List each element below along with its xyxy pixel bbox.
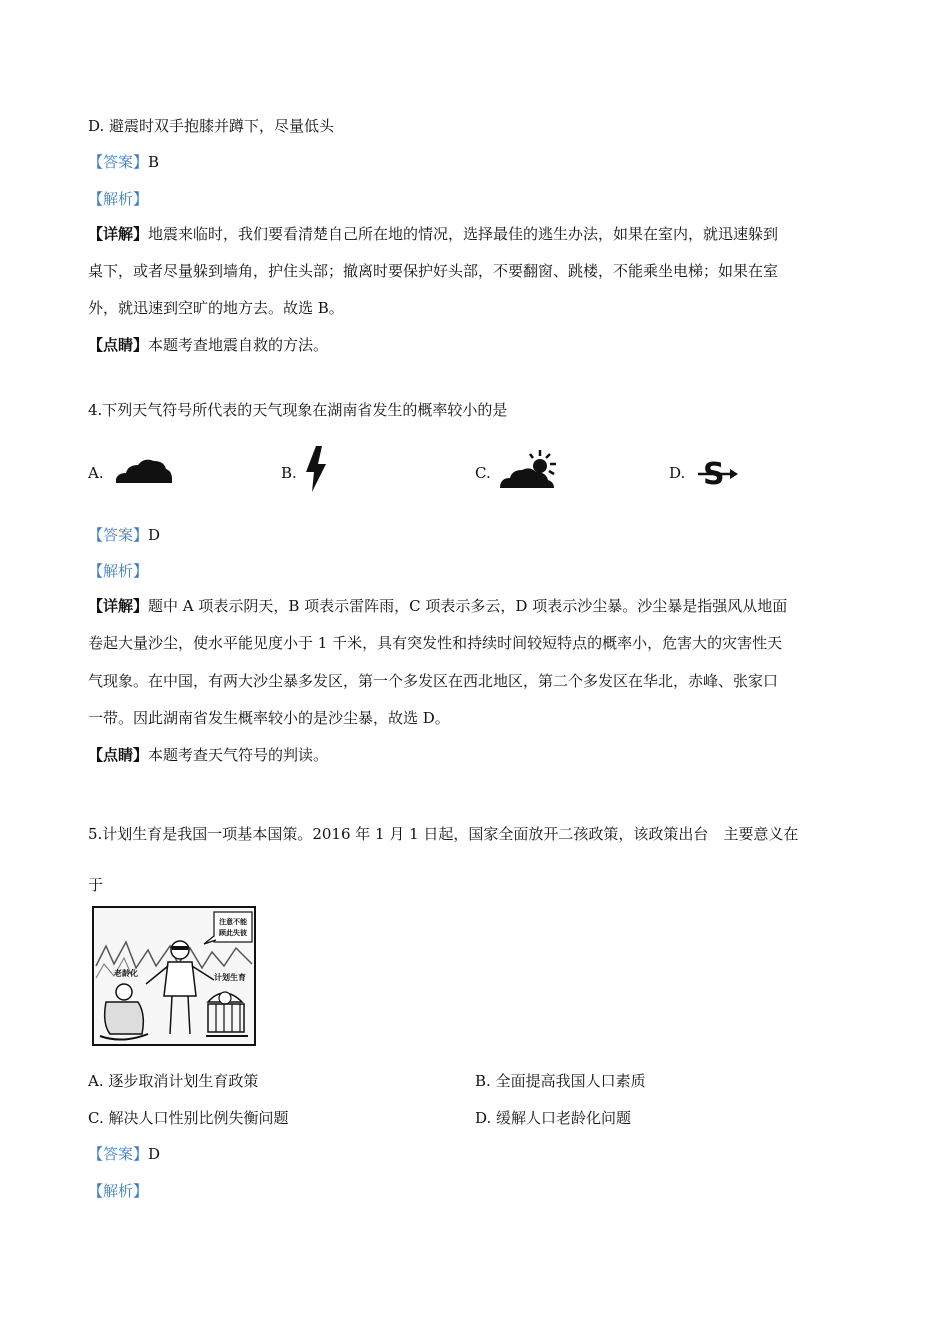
- option-text: 全面提高我国人口素质: [495, 1072, 646, 1090]
- detail-tag: 【详解】: [88, 597, 149, 615]
- option-text: 解决人口性别比例失衡问题: [108, 1109, 289, 1127]
- q5-option-a: [88, 1071, 258, 1091]
- cartoon-label-aging: 老龄化: [114, 969, 138, 978]
- q5-option-d: [475, 1108, 631, 1128]
- detail-tag: 【详解】: [88, 225, 149, 243]
- bubble-text-2: 顾此失彼: [219, 929, 247, 937]
- q5-option-b: [475, 1071, 646, 1091]
- answer-tag: 【答案】: [88, 526, 149, 544]
- q4-point-row: [88, 745, 328, 765]
- analysis-tag: 【解析】: [88, 562, 149, 580]
- answer-tag: 【答案】: [88, 1145, 149, 1163]
- analysis-tag: 【解析】: [88, 1182, 149, 1200]
- q5-stem-line-2: 于: [88, 876, 104, 894]
- q5-option-c: [88, 1108, 289, 1128]
- q4-option-d-label: D.: [669, 464, 686, 482]
- option-text: 逐步取消计划生育政策: [108, 1072, 259, 1090]
- q4-option-c-label: C.: [475, 464, 491, 482]
- point-tag: 【点睛】: [88, 336, 149, 354]
- policy-cartoon-image: [92, 906, 256, 1046]
- cartoon-label-family-planning: 计划生育: [214, 973, 246, 982]
- q5-answer-row: [88, 1144, 160, 1164]
- q4-answer-row: [88, 525, 160, 545]
- q4-detail-line-3: 气现象。在中国，有两大沙尘暴多发区，第一个多发区在西北地区，第二个多发区在华北，赤峰、张家口: [88, 672, 779, 690]
- q3-option-d: D. 避震时双手抱膝并蹲下，尽量低头: [88, 117, 335, 135]
- answer-value: D: [148, 526, 161, 544]
- option-label: D.: [475, 1109, 492, 1127]
- q3-detail-line-1: [88, 224, 778, 244]
- q4-option-a-label: A.: [88, 464, 104, 482]
- svg-text:S: S: [703, 457, 725, 490]
- q4-option-b-label: B.: [281, 464, 297, 482]
- thunderstorm-icon: [302, 444, 330, 494]
- sandstorm-icon: [696, 454, 740, 490]
- option-label: C.: [88, 1109, 104, 1127]
- q4-detail-line-4: 一带。因此湖南省发生概率较小的是沙尘暴，故选 D。: [88, 709, 450, 727]
- answer-value: B: [148, 153, 160, 171]
- q3-point-row: [88, 335, 328, 355]
- option-label: B.: [475, 1072, 491, 1090]
- q4-stem: 4.下列天气符号所代表的天气现象在湖南省发生的概率较小的是: [88, 401, 508, 419]
- q5-stem-line-1: 5.计划生育是我国一项基本国策。2016 年 1 月 1 日起，国家全面放开二孩政策，该政策出台 主要意义在: [88, 825, 799, 843]
- detail-text: 题中 A 项表示阴天，B 项表示雷阵雨，C 项表示多云，D 项表示沙尘暴。沙尘暴是指强风从地面: [148, 597, 788, 615]
- bubble-text-1: 注意不能: [219, 918, 247, 926]
- answer-value: D: [148, 1145, 161, 1163]
- q3-detail-line-2: 桌下，或者尽量躲到墙角，护住头部；撤离时要保护好头部，不要翻窗、跳楼，不能乘坐电梯；如果在室: [88, 262, 779, 280]
- option-text: 缓解人口老龄化问题: [496, 1109, 632, 1127]
- point-tag: 【点睛】: [88, 746, 149, 764]
- point-text: 本题考查天气符号的判读。: [148, 746, 329, 764]
- answer-tag: 【答案】: [88, 153, 149, 171]
- q4-detail-line-1: [88, 596, 787, 616]
- q3-answer-row: [88, 152, 159, 172]
- option-label: A.: [88, 1072, 104, 1090]
- analysis-tag: 【解析】: [88, 190, 149, 208]
- overcast-cloud-icon: [114, 455, 174, 487]
- detail-text: 地震来临时，我们要看清楚自己所在地的情况，选择最佳的逃生办法，如果在室内，就迅速躲到: [148, 225, 779, 243]
- q4-detail-line-2: 卷起大量沙尘，使水平能见度小于 1 千米，具有突发性和持续时间较短特点的概率小，危害大的灾害性天: [88, 634, 783, 652]
- point-text: 本题考查地震自救的方法。: [148, 336, 329, 354]
- partly-cloudy-icon: [498, 448, 560, 492]
- q3-detail-line-3: 外，就迅速到空旷的地方去。故选 B。: [88, 299, 344, 317]
